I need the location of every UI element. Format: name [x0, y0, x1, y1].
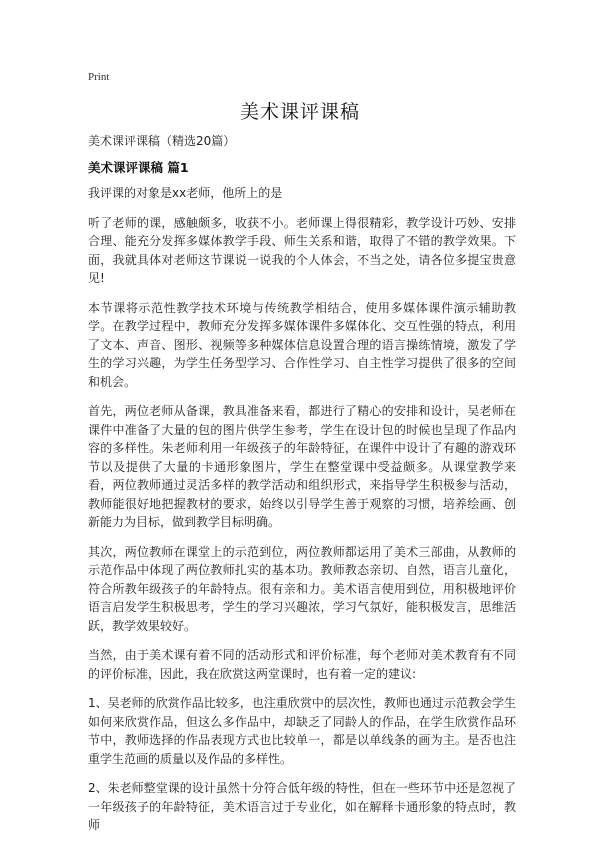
- paragraph-second: 其次，两位教师在课堂上的示范到位，两位教师都运用了美术三部曲，从教师的示范作品中体现了两位教师扎实的基本功。教师教态亲切、自然，语言儿童化，符合所教年级孩子的年龄特点。很有亲和力。美术语言使用到位，用积极地评价语言启发学生积极思考，学生的学习兴趣浓，学习气氛好，能积极发言，思维活跃，教学效果较好。: [88, 544, 516, 633]
- paragraph-suggestion-1: 1、吴老师的欣赏作品比较多，也注重欣赏中的层次性，教师也通过示范教会学生如何来欣赏作品，但这么多作品中，却缺乏了同龄人的作品，在学生欣赏作品环节中，教师选择的作品表现方式也比较单一，都是以单线条的画为主。是否也注重学生范画的质量以及作品的多样性。: [88, 696, 516, 766]
- paragraph-intro: 我评课的对象是xx老师，他所上的是: [88, 186, 283, 200]
- print-label[interactable]: Print: [88, 71, 110, 83]
- paragraph-suggestion-2: 2、朱老师整堂课的设计虽然十分符合低年级的特性，但在一些环节中还是忽视了一年级孩子的年龄特征，美术语言过于专业化，如在解释卡通形象的特点时，教师: [88, 781, 516, 832]
- paragraph-suggestion-intro: 当然，由于美术课有着不同的活动形式和评价标准，每个老师对美术教育有不同的评价标准，因此，我在欣赏这两堂课时，也有着一定的建议:: [88, 648, 516, 681]
- document-body: [88, 184, 516, 846]
- paragraph-first: 首先，两位老师从备课，教具准备来看，都进行了精心的安排和设计，吴老师在课件中准备了大量的包的图片供学生参考，学生在设计包的时候也呈现了作品内容的多样性。朱老师利用一年级孩子的年龄特征，在课件中设计了有趣的游戏环节以及提供了大量的卡通形象图片，学生在整堂课中受益颇多。从课堂教学来看，两位教师通过灵活多样的教学活动和组织形式，来指导学生积极参与活动，教师能很好地把握教材的要求，始终以引导学生善于观察的习惯，培养绘画、创新能力为目标，做到教学目标明确。: [88, 404, 516, 529]
- document-title: 美术课评课稿: [239, 101, 360, 123]
- paragraph-multimedia: 本节课将示范性教学技术环境与传统教学相结合，使用多媒体课件演示辅助教学。在教学过程中，教师充分发挥多媒体课件多媒体化、交互性强的特点，利用了文本、声音、图形、视频等多种媒体信息设置合理的语言操练情境，激发了学生的学习兴趣，为学生任务型学习、合作性学习、自主性学习提供了很多的空间和机会。: [88, 300, 516, 389]
- document-subtitle: 美术课评课稿（精选20篇）: [88, 134, 236, 148]
- paragraph-impression: 听了老师的课，感触颇多，收获不小。老师课上得很精彩，教学设计巧妙、安排合理、能充分发挥多媒体教学手段、师生关系和谐，取得了不错的教学效果。下面，我就具体对老师这节课说一说我的个人体会，不当之处，请各位多提宝贵意见!: [88, 215, 516, 285]
- section-heading: 美术课评课稿 篇1: [88, 160, 189, 175]
